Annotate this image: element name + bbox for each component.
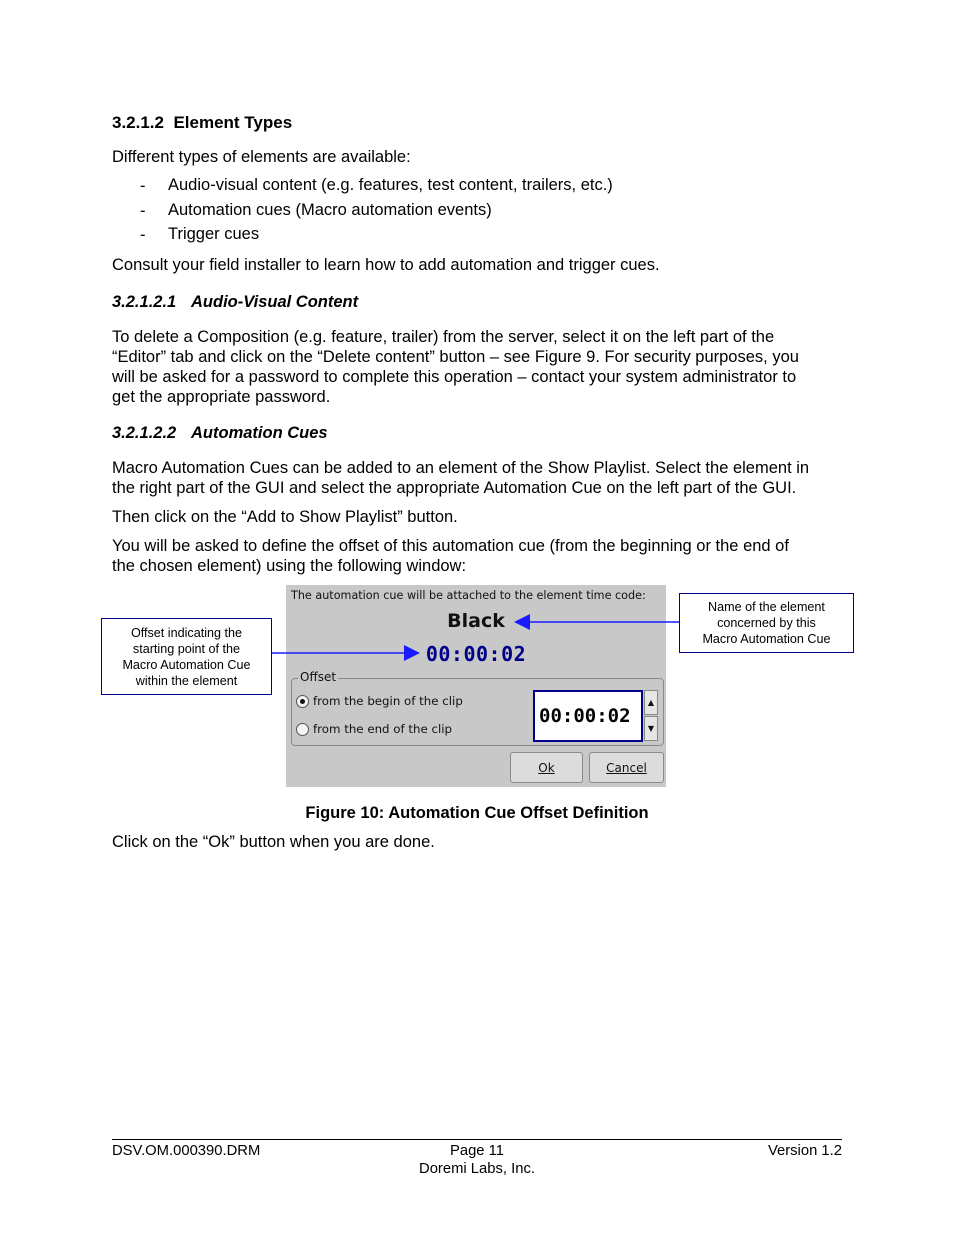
figure-caption: Figure 10: Automation Cue Offset Definition [305, 804, 649, 822]
offset-group-title: Offset [300, 670, 337, 684]
element-name: Black [447, 610, 505, 632]
callout-line: Macro Automation Cue [702, 632, 831, 646]
section-title: Element Types [173, 113, 293, 132]
paragraph-line: will be asked for a password to complete this operation – contact your system administrator to [112, 368, 797, 386]
closing-instruction: Click on the “Ok” button when you are done. [112, 833, 435, 851]
subsection-number: 3.2.1.2.1 [112, 293, 177, 311]
subsection-title: Audio-Visual Content [191, 293, 359, 311]
paragraph-line: To delete a Composition (e.g. feature, trailer) from the server, select it on the left part of the [112, 328, 775, 346]
offset-timecode-input[interactable]: 00:00:02 [533, 690, 643, 742]
list-item: Automation cues (Macro automation events) [168, 201, 492, 219]
radio-begin-label[interactable]: from the begin of the clip [313, 694, 463, 708]
list-item: Trigger cues [168, 225, 260, 243]
section-intro: Different types of elements are available: [112, 148, 411, 166]
spin-up-arrow-icon[interactable]: ▲ [644, 690, 658, 715]
callout-line: Name of the element [708, 600, 825, 614]
cancel-button-label: Cancel [606, 761, 647, 775]
ok-button-label: Ok [538, 761, 555, 775]
offset-arrow-icon [272, 645, 420, 661]
footer-doc-id: DSV.OM.000390.DRM [112, 1143, 261, 1159]
bullet-marker: - [140, 177, 146, 195]
callout-line: within the element [135, 673, 238, 688]
paragraph-line: the chosen element) using the following window: [112, 557, 467, 575]
bullet-marker: - [140, 202, 146, 220]
bullet-marker: - [140, 226, 146, 244]
callout-line: concerned by this [717, 616, 816, 630]
add-to-playlist-paragraph: Then click on the “Add to Show Playlist” button. [112, 508, 458, 526]
subsection-title: Automation Cues [191, 424, 328, 442]
element-name-arrow-icon [514, 614, 679, 630]
radio-end-label[interactable]: from the end of the clip [313, 722, 453, 736]
footer-company: Doremi Labs, Inc. [419, 1161, 535, 1177]
installer-note: Consult your field installer to learn how to add automation and trigger cues. [112, 256, 660, 274]
element-timecode: 00:00:02 [425, 642, 527, 666]
paragraph-line: Macro Automation Cues can be added to an element of the Show Playlist. Select the element in [112, 459, 810, 477]
footer-page: Page 11 [449, 1143, 505, 1159]
callout-line: Macro Automation Cue [122, 657, 251, 672]
footer-version: Version 1.2 [767, 1143, 842, 1159]
paragraph-line: “Editor” tab and click on the “Delete content” button – see Figure 9. For security purposes, you [112, 348, 799, 366]
footer-divider [112, 1139, 842, 1140]
subsection-number: 3.2.1.2.2 [112, 424, 177, 442]
paragraph-line: You will be asked to define the offset of this automation cue (from the beginning or the end of [112, 537, 789, 555]
callout-line: Offset indicating the [130, 625, 243, 640]
paragraph-line: get the appropriate password. [112, 388, 331, 406]
paragraph-line: the right part of the GUI and select the appropriate Automation Cue on the left part of the GUI. [112, 479, 797, 497]
section-number: 3.2.1.2 [112, 113, 164, 132]
dialog-message: The automation cue will be attached to the element time code: [291, 589, 646, 602]
callout-line: starting point of the [132, 641, 241, 656]
spin-down-arrow-icon[interactable]: ▼ [644, 716, 658, 741]
list-item: Audio-visual content (e.g. features, test content, trailers, etc.) [168, 176, 613, 194]
